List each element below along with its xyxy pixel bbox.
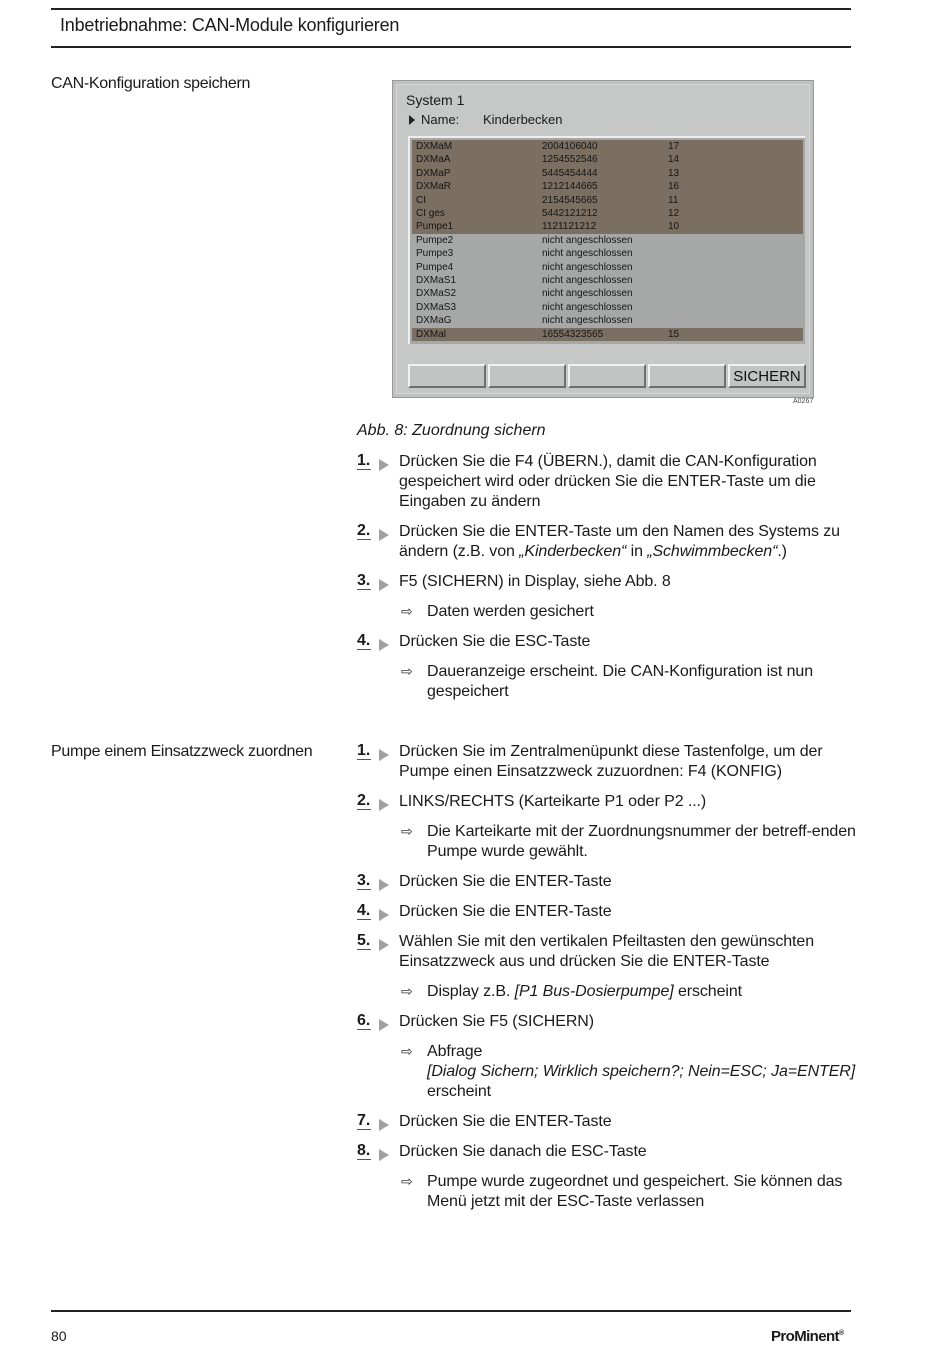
step-number: 3. xyxy=(357,572,371,589)
module-name: DXMaS1 xyxy=(416,275,457,286)
step-number: 2. xyxy=(357,522,371,539)
module-list-row[interactable] xyxy=(412,194,803,207)
step-number: 4. xyxy=(357,632,371,649)
softkey-bar xyxy=(408,364,808,390)
step-text: Drücken Sie F5 (SICHERN) xyxy=(399,1013,594,1030)
step-text: Drücken Sie die ESC-Taste xyxy=(399,633,591,650)
softkey-f4[interactable] xyxy=(648,364,726,388)
module-address: 12 xyxy=(668,208,680,219)
module-serial: 1212144665 xyxy=(542,181,598,193)
module-serial: 5445454444 xyxy=(542,167,598,179)
module-list-row[interactable] xyxy=(412,301,803,314)
module-serial: nicht angeschlossen xyxy=(542,261,633,273)
module-name: Pumpe4 xyxy=(416,261,454,273)
module-name: DXMal xyxy=(416,328,447,340)
step-number: 1. xyxy=(357,742,371,759)
module-list-row[interactable] xyxy=(412,328,803,341)
page-number: 80 xyxy=(51,1328,67,1344)
module-serial: nicht angeschlossen xyxy=(542,315,633,327)
step-text: Drücken Sie die ENTER-Taste xyxy=(399,903,612,920)
module-address: 14 xyxy=(668,154,680,166)
page-header-title: Inbetriebnahme: CAN-Module konfigurieren xyxy=(60,15,400,35)
hollow-arrow-icon: ⇨ xyxy=(401,1173,413,1189)
hollow-arrow-icon: ⇨ xyxy=(401,663,413,679)
hollow-arrow-icon: ⇨ xyxy=(401,603,413,619)
module-address: 15 xyxy=(668,328,680,340)
module-address: 16 xyxy=(668,181,680,193)
footer-rule xyxy=(51,1310,851,1312)
step-number: 4. xyxy=(357,902,371,919)
module-name: DXMaP xyxy=(416,167,451,179)
hollow-arrow-icon: ⇨ xyxy=(401,1043,413,1059)
module-serial: nicht angeschlossen xyxy=(542,301,633,313)
hollow-arrow-icon: ⇨ xyxy=(401,983,413,999)
triangle-right-icon xyxy=(409,115,415,125)
step-text: Drücken Sie die F4 (ÜBERN.), damit die CAN-Konfiguration gespeichert wird oder drücken Sie die ENTER-Taste um die Eingaben zu ändern xyxy=(399,453,817,510)
module-serial: 1121121212 xyxy=(542,221,597,233)
result-text: Daten werden gesichert xyxy=(427,603,594,620)
header-top-rule xyxy=(51,8,851,10)
module-list-row[interactable] xyxy=(412,247,803,260)
step-text: Drücken Sie im Zentralmenüpunkt diese Tastenfolge, um der Pumpe einen Einsatzzweck zuzuordnen: F4 (KONFIG) xyxy=(399,743,823,780)
right-triangle-icon xyxy=(379,939,389,951)
result-text: Abfrage [Dialog Sichern; Wirklich speichern?; Nein=ESC; Ja=ENTER] erscheint xyxy=(427,1043,856,1100)
module-list-row[interactable] xyxy=(412,220,803,233)
softkey-f1[interactable] xyxy=(408,364,486,388)
module-name: Pumpe1 xyxy=(416,221,454,233)
result-text: Pumpe wurde zugeordnet und gespeichert. Sie können das Menü jetzt mit der ESC-Taste verlassen xyxy=(427,1173,843,1210)
module-address: 11 xyxy=(668,194,679,206)
step-number: 5. xyxy=(357,932,371,949)
module-name: CI xyxy=(416,194,426,206)
step-text: Drücken Sie die ENTER-Taste xyxy=(399,873,612,890)
module-address: 10 xyxy=(668,221,680,233)
right-triangle-icon xyxy=(379,639,389,651)
section-title-can-config: CAN-Konfiguration speichern xyxy=(51,75,251,92)
step-text: Drücken Sie die ENTER-Taste xyxy=(399,1113,612,1130)
module-address: 17 xyxy=(668,141,680,152)
step-number: 6. xyxy=(357,1012,371,1029)
module-address: 13 xyxy=(668,167,680,179)
step-text: Wählen Sie mit den vertikalen Pfeiltasten den gewünschten Einsatzzweck aus und drücken Sie die ENTER-Taste xyxy=(399,933,814,970)
display-screen-figure xyxy=(392,80,814,398)
module-list-row[interactable] xyxy=(412,314,803,327)
result-text: Daueranzeige erscheint. Die CAN-Konfiguration ist nun gespeichert xyxy=(427,663,814,700)
module-list xyxy=(408,136,805,344)
figure-code: A0267 xyxy=(793,398,814,405)
step-number: 3. xyxy=(357,872,371,889)
module-list-row[interactable] xyxy=(412,207,803,220)
step-number: 1. xyxy=(357,452,371,469)
right-triangle-icon xyxy=(379,529,389,541)
right-triangle-icon xyxy=(379,799,389,811)
result-text: Display z.B. [P1 Bus-Dosierpumpe] erscheint xyxy=(427,983,742,1000)
name-row xyxy=(409,112,563,127)
name-label: Name: xyxy=(421,112,460,127)
module-name: DXMaA xyxy=(416,154,451,166)
module-list-row[interactable] xyxy=(412,261,803,274)
right-triangle-icon xyxy=(379,1019,389,1031)
step-text: Drücken Sie danach die ESC-Taste xyxy=(399,1143,647,1160)
module-list-row[interactable] xyxy=(412,274,803,287)
name-value: Kinderbecken xyxy=(483,112,563,127)
module-list-row[interactable] xyxy=(412,140,803,153)
module-serial: nicht angeschlossen xyxy=(542,275,633,286)
module-name: DXMaS2 xyxy=(416,288,457,300)
softkey-sichern[interactable]: SICHERN xyxy=(728,364,806,388)
module-list-row[interactable] xyxy=(412,167,803,180)
softkey-f2[interactable] xyxy=(488,364,566,388)
module-list-row[interactable] xyxy=(412,153,803,166)
result-text: Die Karteikarte mit der Zuordnungsnummer der betreff-enden Pumpe wurde gewählt. xyxy=(427,823,856,860)
module-serial: 2004106040 xyxy=(542,141,598,152)
header-bottom-rule xyxy=(51,46,851,48)
hollow-arrow-icon: ⇨ xyxy=(401,823,413,839)
module-name: Pumpe3 xyxy=(416,248,454,260)
figure-caption: Abb. 8: Zuordnung sichern xyxy=(357,422,546,439)
right-triangle-icon xyxy=(379,1119,389,1131)
module-serial: 2154545665 xyxy=(542,194,598,206)
right-triangle-icon xyxy=(379,879,389,891)
right-triangle-icon xyxy=(379,1149,389,1161)
step-number: 2. xyxy=(357,792,371,809)
module-list-row[interactable] xyxy=(412,234,803,247)
module-list-row[interactable] xyxy=(412,287,803,300)
right-triangle-icon xyxy=(379,909,389,921)
step-number: 8. xyxy=(357,1142,371,1159)
section-title-assign-pump: Pumpe einem Einsatzzweck zuordnen xyxy=(51,743,313,760)
brand-logo: ProMinent® xyxy=(771,1328,844,1345)
step-text: Drücken Sie die ENTER-Taste um den Namen des Systems zu ändern (z.B. von „Kinderbecken“ in „Schwimmbecken“.) xyxy=(399,523,840,560)
step-number: 7. xyxy=(357,1112,371,1129)
module-name: Pumpe2 xyxy=(416,234,454,246)
step-text: F5 (SICHERN) in Display, siehe Abb. 8 xyxy=(399,573,671,590)
module-name: DXMaS3 xyxy=(416,301,457,313)
module-serial: 16554323565 xyxy=(542,328,604,340)
module-name: DXMaM xyxy=(416,141,453,152)
module-serial: 1254552546 xyxy=(542,154,598,166)
display-panel xyxy=(396,84,810,394)
module-name: DXMaG xyxy=(416,315,452,327)
module-serial: nicht angeschlossen xyxy=(542,288,633,300)
system-title: System 1 xyxy=(406,92,465,108)
module-name: DXMaR xyxy=(416,181,452,193)
module-serial: nicht angeschlossen xyxy=(542,248,633,260)
module-serial: nicht angeschlossen xyxy=(542,234,633,246)
module-serial: 5442121212 xyxy=(542,208,598,219)
step-text: LINKS/RECHTS (Karteikarte P1 oder P2 ...) xyxy=(399,793,707,810)
module-list-row[interactable] xyxy=(412,180,803,193)
right-triangle-icon xyxy=(379,749,389,761)
right-triangle-icon xyxy=(379,459,389,471)
module-name: CI ges xyxy=(416,208,445,219)
softkey-f3[interactable] xyxy=(568,364,646,388)
right-triangle-icon xyxy=(379,579,389,591)
